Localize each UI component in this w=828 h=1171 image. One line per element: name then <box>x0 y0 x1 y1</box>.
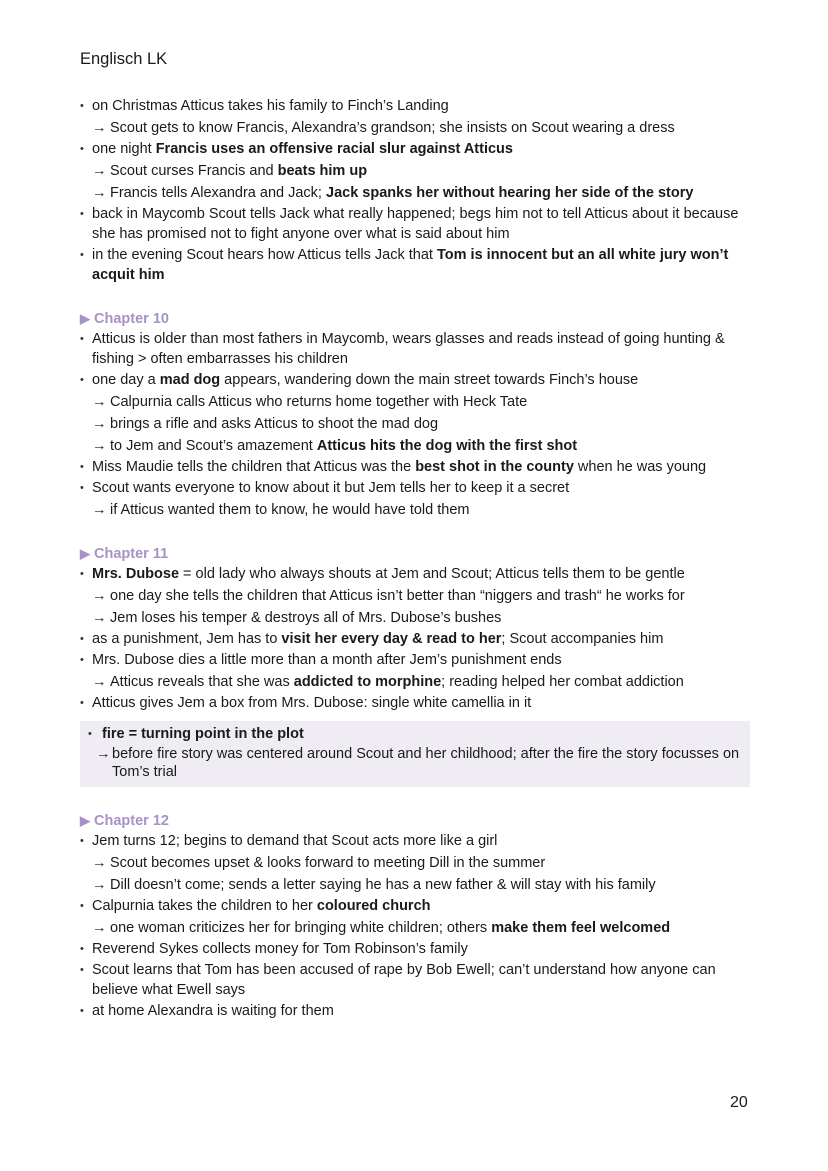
text: Miss Maudie tells the children that Atticus was the <box>92 459 416 475</box>
arrow-right-icon: → <box>92 185 107 201</box>
sub-point <box>78 586 758 606</box>
text: Scout gets to know Francis, Alexandra’s grandson; she insists on Scout wearing a dress <box>110 120 675 136</box>
chapter-10-lines <box>78 329 758 520</box>
arrow-right-icon: → <box>92 855 107 871</box>
arrow-right-icon: → <box>92 394 107 410</box>
chapter-heading <box>78 544 758 564</box>
bold-text: beats him up <box>277 163 368 179</box>
arrow-right-icon: → <box>96 746 111 762</box>
chapter-12-section <box>78 811 758 1021</box>
bold-text: Atticus hits the dog with the first shot <box>316 438 578 454</box>
sub-point <box>88 745 742 781</box>
chapter-title: Chapter 11 <box>94 546 169 562</box>
bullet-point <box>78 478 758 498</box>
chapter-title: Chapter 10 <box>94 311 169 327</box>
text: when he was young <box>573 459 707 475</box>
page-header-title: Englisch LK <box>80 50 168 68</box>
bullet-point <box>78 650 758 670</box>
text: Scout becomes upset & looks forward to meeting Dill in the summer <box>110 855 546 871</box>
arrow-right-icon: → <box>92 416 107 432</box>
sub-point <box>78 672 758 692</box>
arrow-right-icon: → <box>92 502 107 518</box>
text: Scout curses Francis and <box>110 163 278 179</box>
text: Scout learns that Tom has been accused of rape by Bob Ewell; can’t understand how anyone can believe what Ewell says <box>92 962 716 998</box>
chapter-marker-icon: ▶ <box>80 311 90 326</box>
top-section <box>78 96 758 285</box>
bullet-point <box>78 831 758 851</box>
page-number: 20 <box>730 1094 748 1111</box>
text: one day she tells the children that Atticus isn’t better than “niggers and trash“ he works for <box>110 588 685 604</box>
bold-text: best shot in the county <box>415 459 574 475</box>
chapter-12-lines <box>78 831 758 1021</box>
bullet-point <box>78 629 758 649</box>
bold-text: make them feel welcomed <box>491 920 671 936</box>
sub-point <box>78 436 758 456</box>
text: Reverend Sykes collects money for Tom Robinson’s family <box>92 941 468 957</box>
text: Calpurnia takes the children to her <box>92 898 317 914</box>
text: one day a <box>92 372 160 388</box>
text: Atticus gives Jem a box from Mrs. Dubose: single white camellia in it <box>92 695 532 711</box>
bullet-point <box>78 564 758 584</box>
bullet-point <box>88 725 742 743</box>
chapter-marker-icon: ▶ <box>80 546 90 561</box>
sub-point <box>78 392 758 412</box>
arrow-right-icon: → <box>92 438 107 454</box>
sub-point <box>78 414 758 434</box>
bullet-point <box>78 1001 758 1021</box>
text: to Jem and Scout’s amazement <box>110 438 317 454</box>
bold-text: addicted to morphine <box>293 674 442 690</box>
text: Jem loses his temper & destroys all of Mrs. Dubose’s bushes <box>110 610 502 626</box>
bullet-point <box>78 457 758 477</box>
text: Scout wants everyone to know about it but Jem tells her to keep it a secret <box>92 480 570 496</box>
text: one night <box>92 141 156 157</box>
text: appears, wandering down the main street towards Finch’s house <box>220 372 639 388</box>
turning-point-callout <box>80 721 750 787</box>
text: ; Scout accompanies him <box>501 631 664 647</box>
bold-text: coloured church <box>316 898 431 914</box>
text: Francis tells Alexandra and Jack; <box>110 185 326 201</box>
bold-text: Tom is innocent but an all white jury won’t acquit him <box>92 247 729 283</box>
text: before fire story was centered around Scout and her childhood; after the fire the story focusses on Tom’s trial <box>112 746 740 780</box>
text: Calpurnia calls Atticus who returns home together with Heck Tate <box>110 394 528 410</box>
bullet-point <box>78 329 758 369</box>
sub-point <box>78 853 758 873</box>
bold-text: Mrs. Dubose <box>92 566 180 582</box>
text: brings a rifle and asks Atticus to shoot the mad dog <box>110 416 439 432</box>
arrow-right-icon: → <box>92 920 107 936</box>
chapter-10-section <box>78 309 758 520</box>
bullet-point <box>78 139 758 159</box>
sub-point <box>78 608 758 628</box>
chapter-heading <box>78 811 758 831</box>
text: Atticus is older than most fathers in Maycomb, wears glasses and reads instead of going hunting & fishing > often embarrasses his children <box>92 331 725 367</box>
text: in the evening Scout hears how Atticus tells Jack that <box>92 247 437 263</box>
bullet-point <box>78 939 758 959</box>
text: Jem turns 12; begins to demand that Scout acts more like a girl <box>92 833 498 849</box>
bullet-point <box>78 693 758 713</box>
text: at home Alexandra is waiting for them <box>92 1003 334 1019</box>
chapter-11-section <box>78 544 758 787</box>
arrow-right-icon: → <box>92 588 107 604</box>
chapter-title: Chapter 12 <box>94 813 169 829</box>
sub-point <box>78 875 758 895</box>
text: Mrs. Dubose dies a little more than a month after Jem’s punishment ends <box>92 652 562 668</box>
arrow-right-icon: → <box>92 610 107 626</box>
arrow-right-icon: → <box>92 674 107 690</box>
text: ; reading helped her combat addiction <box>441 674 684 690</box>
sub-point <box>78 183 758 203</box>
bold-text: Francis uses an offensive racial slur against Atticus <box>155 141 513 157</box>
chapter-heading <box>78 309 758 329</box>
bullet-point <box>78 96 758 116</box>
text: as a punishment, Jem has to <box>92 631 282 647</box>
sub-point <box>78 161 758 181</box>
sub-point <box>78 500 758 520</box>
bullet-point <box>78 896 758 916</box>
bold-text: Jack spanks her without hearing her side of the story <box>326 185 694 201</box>
bullet-point <box>78 204 758 244</box>
bullet-point <box>78 960 758 1000</box>
chapter-marker-icon: ▶ <box>80 813 90 828</box>
notes-content <box>78 96 758 1021</box>
bold-text: fire = turning point in the plot <box>102 726 304 742</box>
text: back in Maycomb Scout tells Jack what really happened; begs him not to tell Atticus about it because she has promised not to fight anyone over what is said about him <box>92 206 739 242</box>
text: Dill doesn’t come; sends a letter saying he has a new father & will stay with his family <box>110 877 656 893</box>
text: on Christmas Atticus takes his family to Finch’s Landing <box>92 98 449 114</box>
sub-point <box>78 118 758 138</box>
arrow-right-icon: → <box>92 120 107 136</box>
arrow-right-icon: → <box>92 163 107 179</box>
sub-point <box>78 918 758 938</box>
text: one woman criticizes her for bringing white children; others <box>110 920 492 936</box>
text: Atticus reveals that she was <box>110 674 294 690</box>
bold-text: visit her every day & read to her <box>281 631 502 647</box>
chapter-11-lines <box>78 564 758 713</box>
text: = old lady who always shouts at Jem and Scout; Atticus tells them to be gentle <box>179 566 685 582</box>
bold-text: mad dog <box>159 372 221 388</box>
arrow-right-icon: → <box>92 877 107 893</box>
text: if Atticus wanted them to know, he would have told them <box>110 502 470 518</box>
bullet-point <box>78 245 758 285</box>
bullet-point <box>78 370 758 390</box>
